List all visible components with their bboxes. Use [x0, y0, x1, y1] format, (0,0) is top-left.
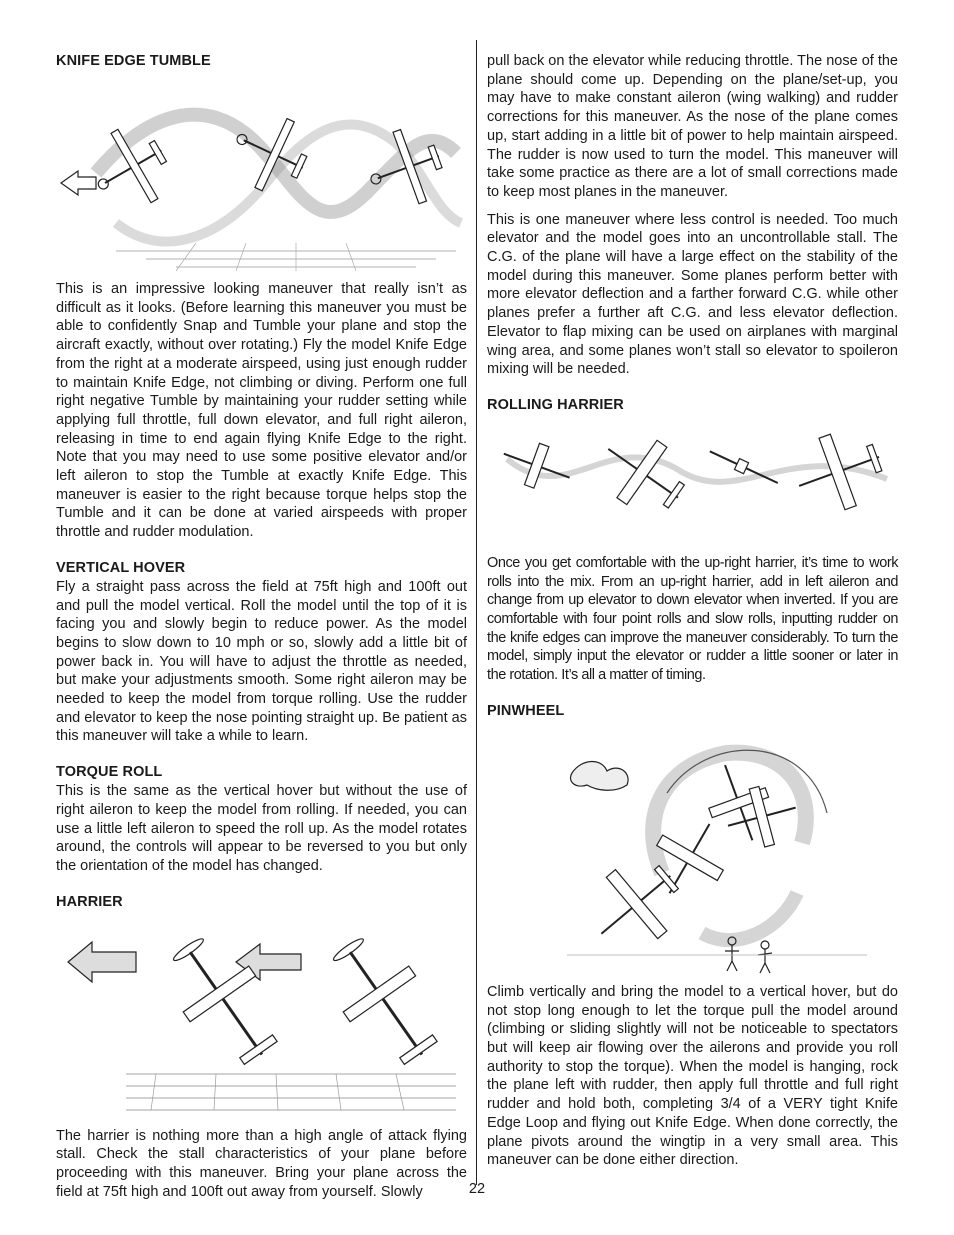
left-column [56, 52, 467, 1202]
column-divider [476, 40, 477, 1185]
vertical-hover-heading: VERTICAL HOVER [56, 559, 186, 576]
pinwheel-text: Climb vertically and bring the model to a vertical hover, but do not stop long enough to let the torque pull the model around (climbing or sliding slightly will not be noticeable to spectators but will keep air flowing over the ailerons and provide you roll authority to stop the torque). When the model is hanging, rock the plane left with rudder, then apply full throttle and full right rudder and hold both, completing 3/4 of a VERY tight Knife Edge Loop and flying out Knife Edge. When done correctly, the plane pivots around the wingtip in a very small area. This maneuver can be done either direction. [487, 983, 898, 1169]
harrier-text-continued: pull back on the elevator while reducing throttle. The nose of the plane should come up. Depending on the plane/set-up, you may have to make constant aileron (wing walking) and rudder corrections for this maneuver. As the nose of the plane comes up, start adding in a little bit of power to help maintain airspeed. The rudder is now used to turn the model. This maneuver will take some practice as there are a lot of small corrections made to keep most planes in the maneuver. [487, 53, 898, 200]
pinwheel-heading: PINWHEEL [487, 702, 565, 719]
right-column [487, 52, 898, 1170]
torque-roll-heading: TORQUE ROLL [56, 764, 163, 781]
rolling-harrier-text: Once you get comfortable with the up-right harrier, it’s time to work rolls into the mix. From an up-right harrier, add in left aileron and change from up elevator to down elevator when inverted. If you are comfortable with four point rolls and slow rolls, inputting rudder on the knife edges can improve the maneuver considerably. To turn the model, simply input the elevator or rudder a little sooner or later in the rotation. It’s all a matter of timing. [487, 554, 898, 684]
harrier-text: The harrier is nothing more than a high angle of attack flying stall. Check the stall characteristics of your plane before proceeding with this maneuver. Bring your plane across the field at 75ft high and 100ft out away from yourself. Slowly [56, 1127, 467, 1200]
harrier-text-2: This is one maneuver where less control is needed. Too much elevator and the model goes into an uncontrollable stall. The C.G. of the plane will have a large effect on the stability of the model during this maneuver. Some planes perform better with more elevator deflection and a farther forward C.G. while other planes prefer a further aft C.G. and less elevator deflection. Elevator to flap mixing can be used on airplanes with marginal wing area, and some planes won’t stall so elevator to spoileron mixing will be needed. [487, 211, 898, 378]
knife-edge-tumble-text: This is an impressive looking maneuver that really isn’t as difficult as it looks. (Before learning this maneuver you must be able to confidently Snap and Tumble your plane and stop the aircraft exactly, without over rotating.) Fly the model Knife Edge from the right at a moderate airspeed, using just enough rudder to maintain Knife Edge, not climbing or diving. Perform one full right negative Tumble by maintaining your rudder setting while applying full throttle, full down elevator, and full right aileron, releasing in time to end again flying Knife Edge to the right. Note that you may need to use some positive elevator and/or left aileron to stop the Tumble at exactly Knife Edge. This maneuver is easier to the right because torque helps stop the Tumble and it can be done at varied airspeeds with proper throttle and rudder modulation. [56, 281, 467, 541]
knife-edge-tumble-heading: KNIFE EDGE TUMBLE [56, 53, 211, 69]
pinwheel-illustration [487, 723, 898, 983]
harrier-heading: HARRIER [56, 893, 123, 910]
torque-roll-text: This is the same as the vertical hover but without the use of right aileron to keep the model from rolling. If needed, you can use a little left aileron to speed the roll up. As the model rotates around, the controls will appear to be reversed to you but only the orientation of the model has changed. [56, 783, 467, 874]
knife-edge-tumble-illustration [56, 73, 467, 273]
rolling-harrier-heading: ROLLING HARRIER [487, 396, 624, 413]
harrier-illustration [56, 914, 467, 1119]
vertical-hover-text: Fly a straight pass across the field at 75ft high and 100ft out and pull the model vertical. Roll the model until the top of it is facing you and slowly begin to reduce power. As the model begins to slow down to 10 mph or so, slowly add a little bit of power back in. You will have to adjust the throttle as needed, but make your adjustments smooth. Some right aileron may be needed to keep the model from torque rolling. Use the rudder and elevator to keep the nose pointing straight up. Be patient as this maneuver will take a while to learn. [56, 578, 467, 745]
page-number: 22 [468, 1181, 486, 1197]
rolling-harrier-illustration [487, 419, 898, 544]
